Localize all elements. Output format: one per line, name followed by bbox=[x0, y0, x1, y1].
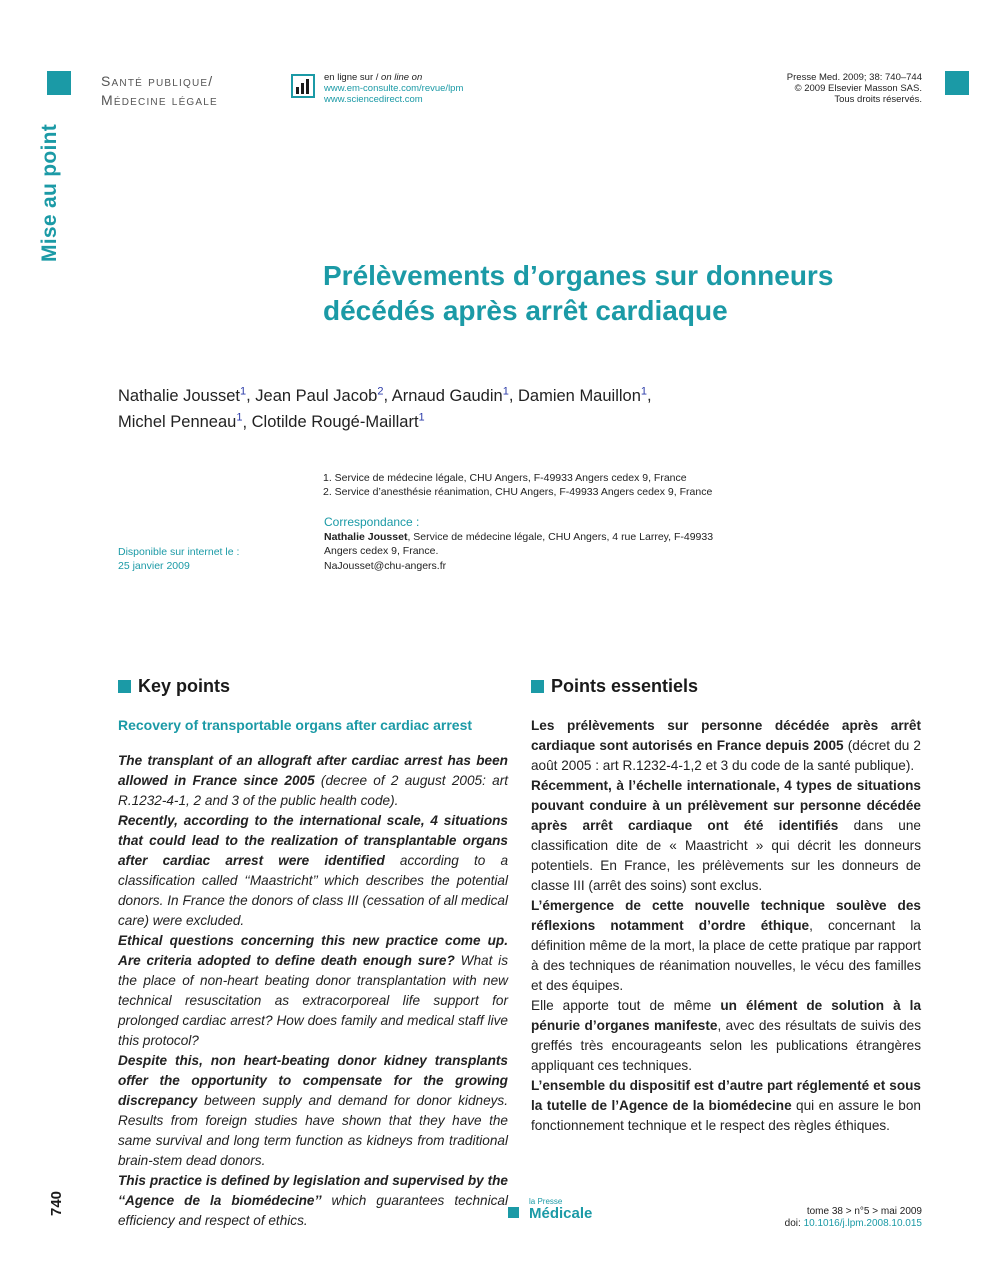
section-tag bbox=[101, 72, 218, 110]
square-bullet-icon bbox=[118, 680, 131, 693]
author: Damien Mauillon$^1$ bbox=[518, 385, 648, 405]
section-line-1: Santé publique/ bbox=[101, 73, 214, 89]
author-list: Nathalie Jousset$^1$, Jean Paul Jacob$^2$, Arnaud Gaudin$^1$, Damien Mauillon$^1$, Michel Penneau$^1$, Clotilde Rougé-Maillart$^1$ bbox=[118, 385, 652, 431]
corner-square-right bbox=[945, 71, 969, 95]
bar-chart-icon bbox=[291, 74, 315, 98]
correspondence bbox=[324, 515, 744, 573]
page-number: 740 bbox=[48, 1190, 65, 1216]
sciencedirect-link[interactable]: www.sciencedirect.com bbox=[324, 94, 423, 105]
title-line-1: Prélèvements d’organes sur donneurs bbox=[323, 260, 834, 291]
key-point-paragraph: The transplant of an allograft after cardiac arrest has been allowed in France since 2005 (decree of 2 august 2005: art R.1232-4-1, 2 and 3 of the public health code). bbox=[118, 753, 508, 808]
rights-line: Tous droits réservés. bbox=[834, 94, 922, 105]
author: Jean Paul Jacob$^2$ bbox=[255, 385, 384, 405]
copyright-line: © 2009 Elsevier Masson SAS. bbox=[794, 83, 922, 94]
correspondence-email[interactable]: NaJousset@chu-angers.fr bbox=[324, 559, 447, 572]
em-consulte-link[interactable]: www.em-consulte.com/revue/lpm bbox=[324, 83, 464, 94]
points-essentiels-heading: Points essentiels bbox=[531, 675, 921, 697]
logo-big-text: Médicale bbox=[529, 1205, 593, 1222]
doi-link[interactable]: 10.1016/j.lpm.2008.10.015 bbox=[803, 1217, 922, 1229]
article-title bbox=[323, 258, 883, 328]
issue-line: tome 38 > n°5 > mai 2009 bbox=[806, 1206, 922, 1217]
point-essentiel-paragraph: Elle apporte tout de même un élément de solution à la pénurie d’organes manifeste, avec des résultats de suivis des greffés très encourageants selon les publications étrangères appliquant ces techniques. bbox=[531, 998, 922, 1073]
citation-line: Presse Med. 2009; 38: 740–744 bbox=[786, 72, 922, 83]
author: Nathalie Jousset$^1$ bbox=[118, 385, 247, 405]
point-essentiel-paragraph: Récemment, à l’échelle internationale, 4 types de situations pouvant conduire à un prélèvement sur personne décédée après arrêt cardiaque ont été identifiés dans une classification dite de « Maastricht » qui décrit les donneurs potentiels. En France, les prélèvements sur les donneurs de classe III (arrêt des soins) sont exclus. bbox=[531, 778, 921, 893]
author: Clotilde Rougé-Maillart$^1$ bbox=[251, 411, 425, 431]
key-points-subtitle: Recovery of transportable organs after cardiac arrest bbox=[118, 717, 473, 733]
doi-line: doi: 10.1016/j.lpm.2008.10.015 bbox=[784, 1217, 922, 1229]
points-essentiels-column bbox=[531, 675, 921, 1136]
affiliation: 1. Service de médecine légale, CHU Angers, F-49933 Angers cedex 9, France bbox=[323, 472, 687, 484]
key-point-paragraph: Despite this, non heart-beating donor kidney transplants offer the opportunity to compensate for the growing discrepancy between supply and demand for donor kidneys. Results from foreign studies have shown that they have the same survival and long term function as kidneys from traditional brain-stem dead donors. bbox=[118, 1053, 508, 1168]
rubric-vertical-label: Mise au point bbox=[38, 123, 61, 262]
point-essentiel-paragraph: Les prélèvements sur personne décédée après arrêt cardiaque sont autorisés en France depuis 2005 (décret du 2 août 2005 : art R.1232-4-1,2 et 3 du code de la santé publique). bbox=[531, 718, 921, 773]
online-label: en ligne sur / on line on bbox=[324, 72, 423, 83]
availability-label: Disponible sur internet le : bbox=[118, 546, 240, 558]
square-bullet-icon bbox=[531, 680, 544, 693]
correspondence-address: Nathalie Jousset, Service de médecine légale, CHU Angers, 4 rue Larrey, F-49933 bbox=[324, 530, 714, 543]
author: Michel Penneau$^1$ bbox=[118, 411, 243, 431]
key-points-heading: Key points bbox=[118, 675, 508, 697]
point-essentiel-paragraph: L’émergence de cette nouvelle technique soulève des réflexions notamment d’ordre éthique, concernant la définition même de la mort, la place de cette pratique par rapport à des techniques de réanimation nouvelles, le vécu des familles et des équipes. bbox=[531, 898, 921, 993]
online-availability bbox=[324, 72, 463, 105]
journal-reference bbox=[787, 72, 922, 105]
key-point-paragraph: This practice is defined by legislation and supervised by the ‘‘Agence de la biomédecine’’ which guarantees technical efficiency and respect of ethics. bbox=[118, 1173, 508, 1228]
section-line-2: Médecine légale bbox=[101, 92, 218, 108]
issue-info bbox=[785, 1206, 922, 1229]
availability-date bbox=[118, 545, 239, 573]
key-points-column bbox=[118, 675, 508, 1231]
key-point-paragraph: Ethical questions concerning this new practice come up. Are criteria adopted to define death enough sure? What is the place of non-heart beating donor transplantation with new technical resuscitation as extracorporeal life support for prolonged cardiac arrest? How does family and medical staff live this protocol? bbox=[118, 933, 508, 1048]
affiliation: 2. Service d’anesthésie réanimation, CHU Angers, F-49933 Angers cedex 9, France bbox=[323, 486, 713, 498]
availability-value: 25 janvier 2009 bbox=[118, 560, 190, 572]
affiliations bbox=[323, 471, 712, 499]
logo-square-icon bbox=[508, 1207, 519, 1218]
correspondence-heading: Correspondance : bbox=[324, 515, 420, 529]
logo-small-text: la Presse bbox=[529, 1197, 563, 1206]
author: Arnaud Gaudin$^1$ bbox=[391, 385, 509, 405]
correspondence-city: Angers cedex 9, France. bbox=[324, 545, 439, 557]
title-line-2: décédés après arrêt cardiaque bbox=[323, 295, 728, 326]
point-essentiel-paragraph: L’ensemble du dispositif est d’autre part réglementé et sous la tutelle de l’Agence de la biomédecine qui en assure le bon fonctionnement technique et le respect des règles éthiques. bbox=[531, 1078, 921, 1133]
journal-logo bbox=[508, 1196, 592, 1220]
key-point-paragraph: Recently, according to the international scale, 4 situations that could lead to the realization of transplantable organs after cardiac arrest were identified according to a classification called ‘‘Maastricht’’ which describes the potential donors. In France the donors of class III (cessation of all medical care) were excluded. bbox=[118, 813, 509, 928]
corner-square-left bbox=[47, 71, 71, 95]
